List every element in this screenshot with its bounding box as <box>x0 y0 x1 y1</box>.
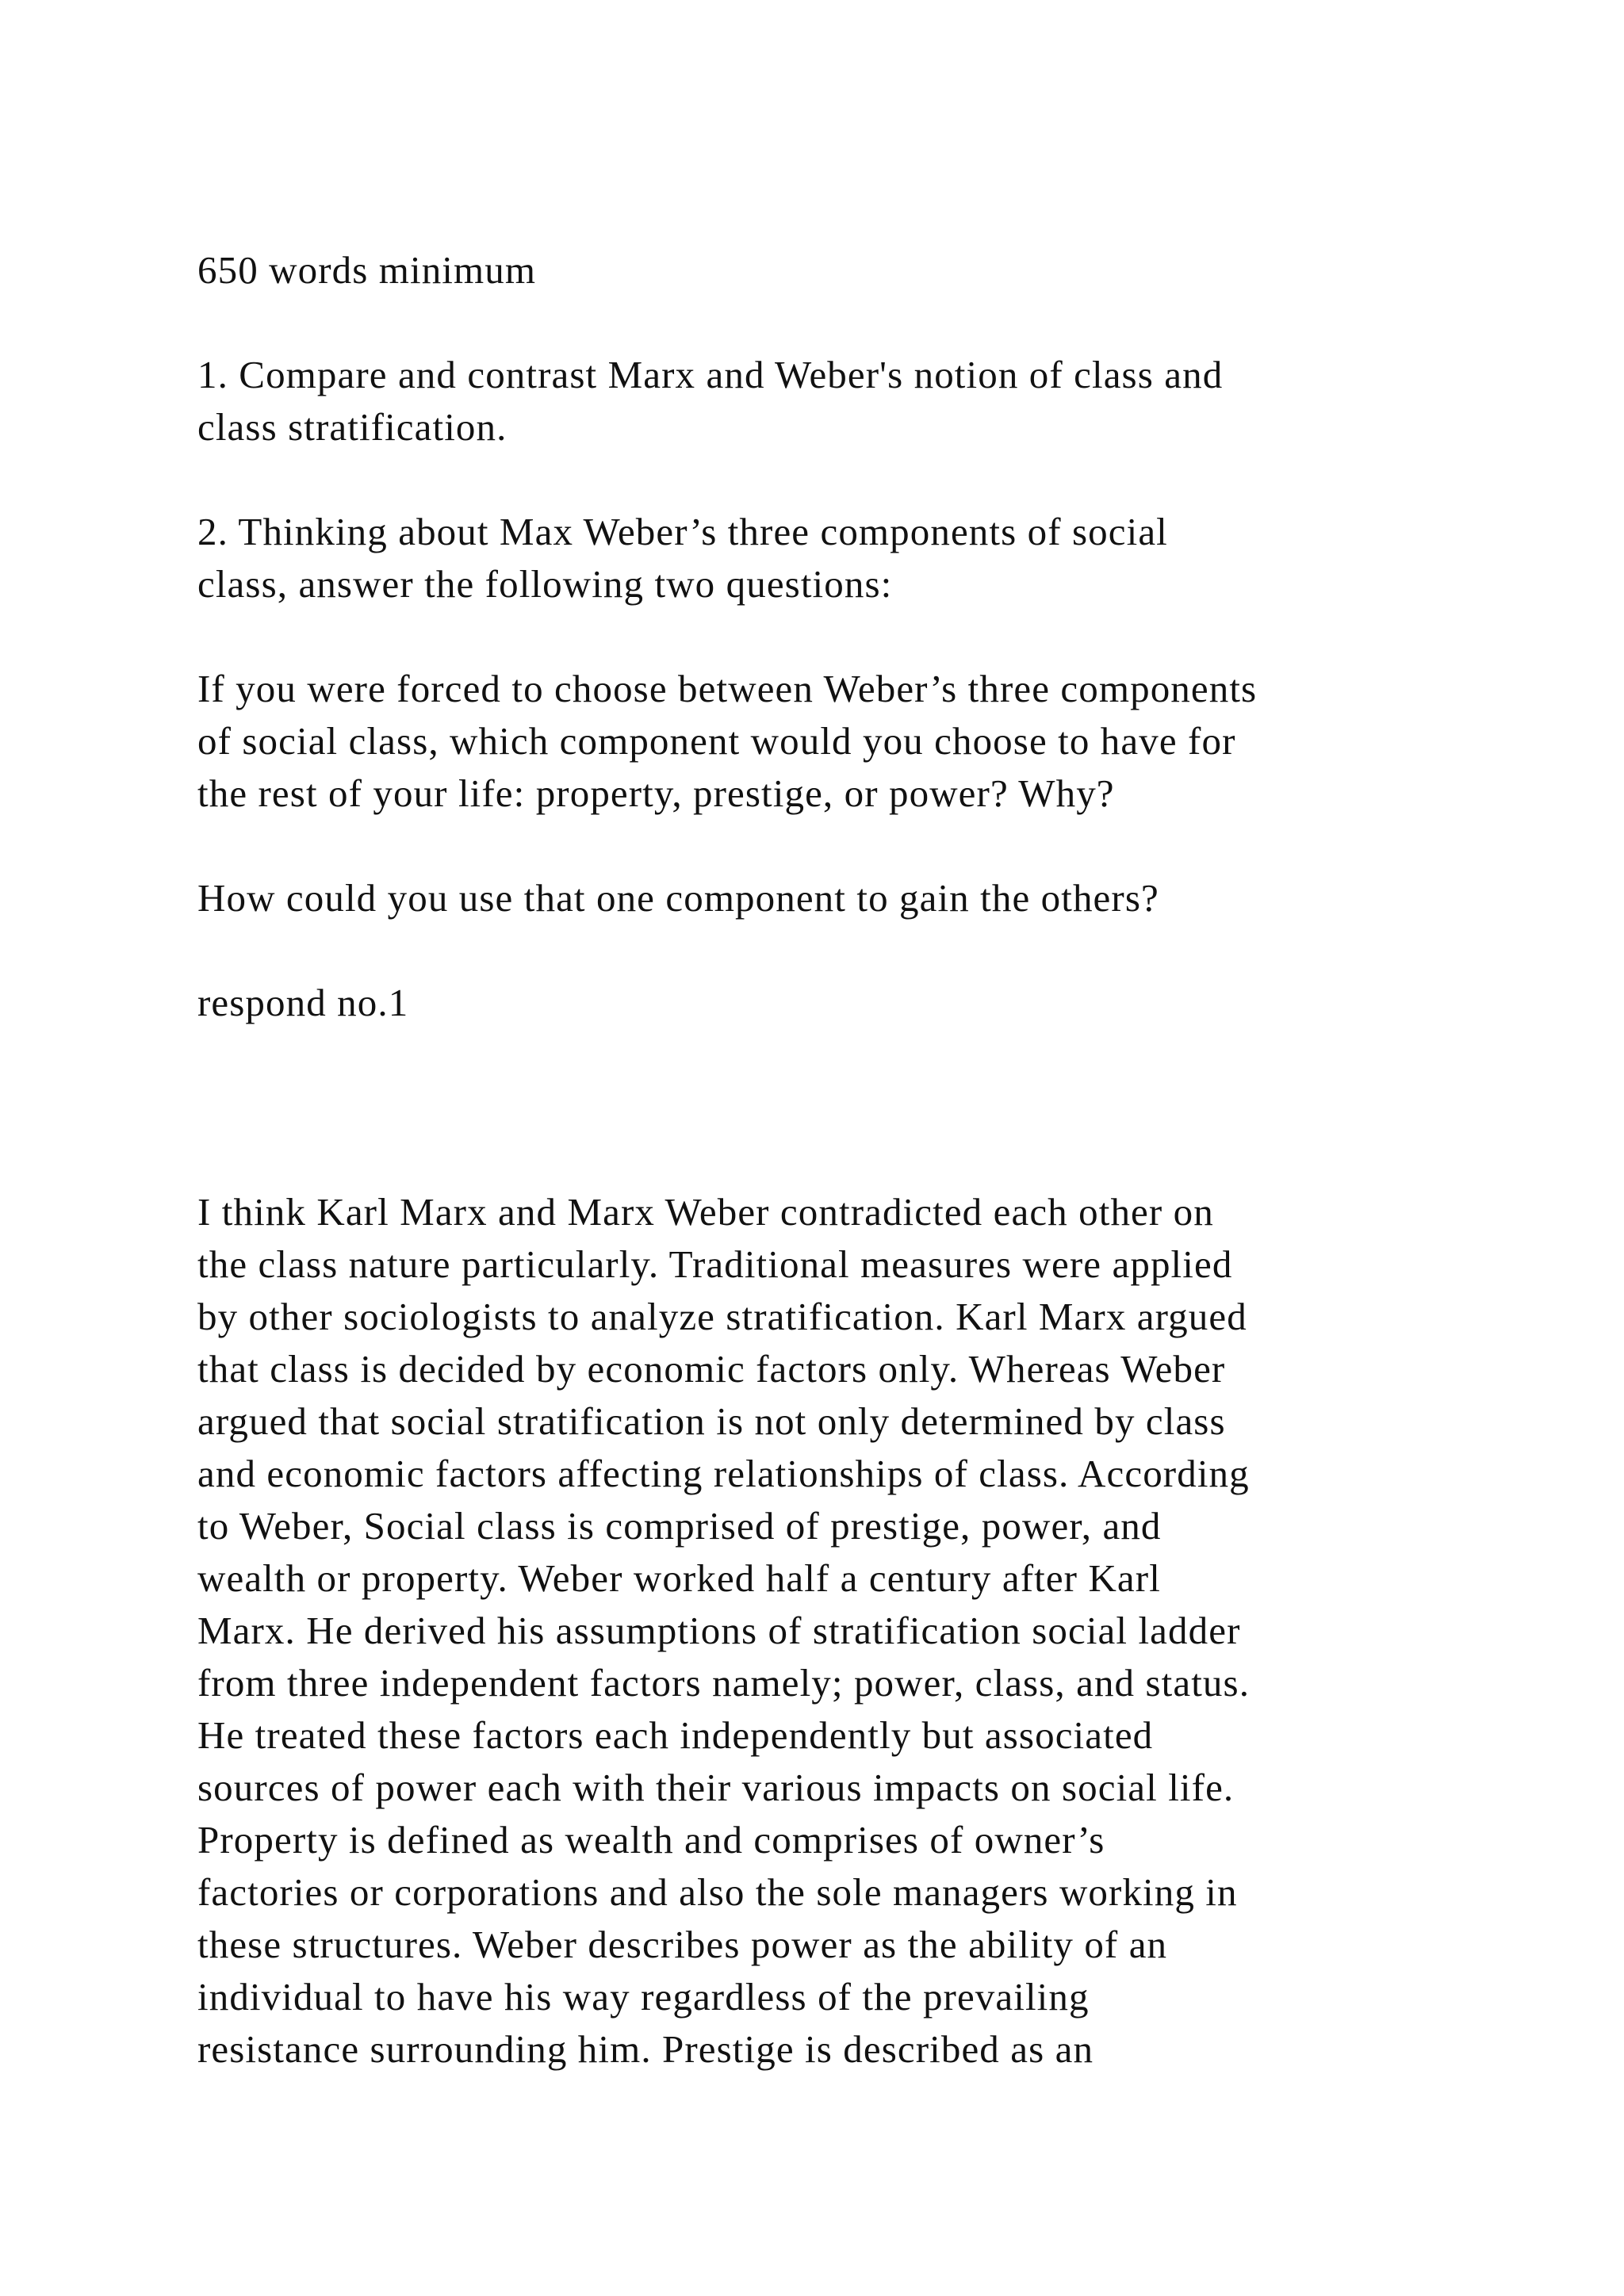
response-line-13: Property is defined as wealth and comprises of owner’s <box>197 1818 1105 1862</box>
question-1-line-1: 1. Compare and contrast Marx and Weber's notion of class and <box>197 353 1224 396</box>
sub-question-a-line-3: the rest of your life: property, prestige, or power? Why? <box>197 771 1115 815</box>
response-line-5: argued that social stratification is not only determined by class <box>197 1399 1226 1443</box>
question-2-line-1: 2. Thinking about Max Weber’s three components of social <box>197 510 1168 553</box>
response-line-1: I think Karl Marx and Marx Weber contradicted each other on <box>197 1190 1214 1234</box>
response-line-8: wealth or property. Weber worked half a century after Karl <box>197 1556 1161 1600</box>
response-line-12: sources of power each with their various impacts on social life. <box>197 1766 1235 1809</box>
response-line-16: individual to have his way regardless of the prevailing <box>197 1975 1090 2019</box>
response-line-7: to Weber, Social class is comprised of prestige, power, and <box>197 1504 1162 1548</box>
response-line-11: He treated these factors each independently but associated <box>197 1713 1154 1757</box>
response-line-3: by other sociologists to analyze stratification. Karl Marx argued <box>197 1295 1247 1338</box>
response-line-4: that class is decided by economic factors only. Whereas Weber <box>197 1347 1226 1391</box>
response-line-15: these structures. Weber describes power as the ability of an <box>197 1923 1168 1966</box>
response-line-10: from three independent factors namely; power, class, and status. <box>197 1661 1251 1705</box>
question-2-line-2: class, answer the following two questions: <box>197 562 893 606</box>
response-line-2: the class nature particularly. Traditional measures were applied <box>197 1242 1233 1286</box>
response-line-6: and economic factors affecting relationships of class. According <box>197 1452 1250 1495</box>
word-requirement: 650 words minimum <box>197 248 537 292</box>
sub-question-a-line-2: of social class, which component would you choose to have for <box>197 719 1236 763</box>
response-line-9: Marx. He derived his assumptions of stratification social ladder <box>197 1609 1241 1652</box>
question-1-line-2: class stratification. <box>197 405 508 449</box>
response-label: respond no.1 <box>197 981 409 1024</box>
sub-question-b: How could you use that one component to gain the others? <box>197 876 1159 920</box>
sub-question-a-line-1: If you were forced to choose between Weber’s three components <box>197 667 1258 710</box>
response-line-17: resistance surrounding him. Prestige is described as an <box>197 2027 1094 2071</box>
response-line-14: factories or corporations and also the sole managers working in <box>197 1870 1238 1914</box>
